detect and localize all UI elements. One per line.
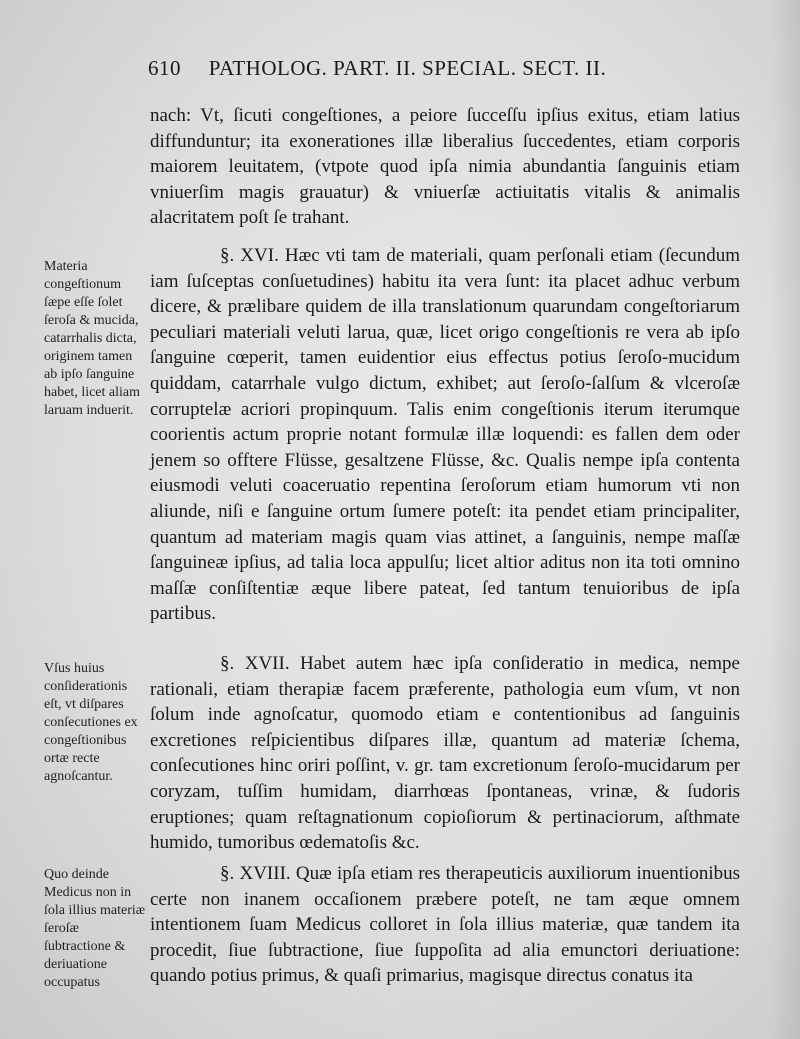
page-header	[148, 56, 680, 81]
paragraph-text-2: §. XVII. Habet autem hæc ipſa conſideratio in medica, nempe rationali, etiam therapiæ facem præferente, pathologia eum vſum, vt non ſolum inde agnoſcatur, quomodo etiam e contentionibus ad ſanguinis excretiones reſpicientibus diſpares illæ, quantum ad materiæ ſchema, conſecutiones hinc oriri poſſint, v. gr. tam excretionum ſeroſo-mucidarum per coryzam, tuſſim humidam, diarrhœas ſpontaneas, vrinæ, & ſudoris eruptiones; quam reſtagnationum copioſiorum & pertinaciorum, aſthmate humido, tumoribus œdematoſis &c.	[150, 653, 740, 854]
paragraph-text-3: §. XVIII. Quæ ipſa etiam res therapeuticis auxiliorum inuentionibus certe non inanem occaſionem præbere poteſt, ne tam æque omnem intentionem ſuam Medicus colloret in ſola illius materiæ, quæ tandem ita procedit, ſiue ſubtractione, ſiue ſuppoſita ad alia emunctori deriuatione: quando potius primus, & quaſi primarius, magisque directus conatus ita	[150, 863, 740, 987]
marginal-note-3: Quo deinde Medicus non in ſola illius materiæ ſeroſæ ſubtractione & deriuatione occupatus	[44, 867, 146, 990]
section-xvii	[150, 651, 740, 856]
paragraph-text-0: nach: Vt, ſicuti congeſtiones, a peiore ſucceſſu ipſius exitus, etiam latius diffunduntur; ita exonerationes illæ liberalius ſuccedentes, etiam corporis maiorem leuitatem, (vtpote quod ipſa nimia abundantia ſanguinis etiam vniuerſim magis grauatur) & vniuerſæ actiuitatis vitalis & animalis alacritatem poſt ſe trahant.	[150, 105, 740, 229]
page-number: 610	[148, 56, 181, 80]
marginal-note-1: Materia congeſtionum ſæpe eſſe ſolet ſeroſa & mucida, catarrhalis dicta, originem tamen ab ipſo ſanguine habet, licet aliam laruam induerit.	[44, 259, 141, 418]
body-paragraph-continuation	[150, 103, 740, 231]
section-xvi	[150, 243, 740, 627]
running-title: PATHOLOG. PART. II. SPECIAL. SECT. II.	[208, 56, 607, 80]
marginal-note-2: Vſus huius conſiderationis eſt, vt diſpares conſecutiones ex congeſtionibus ortæ recte agnoſcantur.	[44, 661, 138, 784]
section-xviii	[150, 861, 740, 989]
page-edge-shadow	[770, 0, 800, 1039]
paragraph-text-1: §. XVI. Hæc vti tam de materiali, quam perſonali etiam (ſecundum iam ſuſceptas conſuetudines) habitu ita vera ſunt: ita placet adhuc verbum dicere, & prælibare quidem de illa translationum quarundam congeſtoriarum peculiari materiali veluti larua, quæ, licet origo congeſtionis re vera ab ipſo ſanguine cœperit, tamen euidentior eius effectus potius ſeroſo-mucidum quiddam, catarrhale vulgo dictum, exhibet; aut ſeroſo-ſalſum & vlceroſæ corruptelæ acriori propinquum. Talis enim congeſtionis iterum iterumque coorientis actum proprie notant formulæ illæ loquendi: es fallen dem oder jenem so offtere Flüsse, gesaltzene Flüsse, &c. Qualis nempe ipſa contenta eiusmodi veluti coaceruatio repentina ſeroſorum etiam humorum vti non aliunde, niſi e ſanguine ortum ſumere poteſt: ita pendet etiam principaliter, quantum ad materiam magis quam vias attinet, a ſanguinis, nempe maſſæ ſanguineæ ipſius, ad talia loca appulſu; licet altior aditus non ita toti omnino maſſæ conſiſtentiæ æque libere pateat, ſed tantum tenuioribus de ipſa partibus.	[150, 245, 740, 625]
